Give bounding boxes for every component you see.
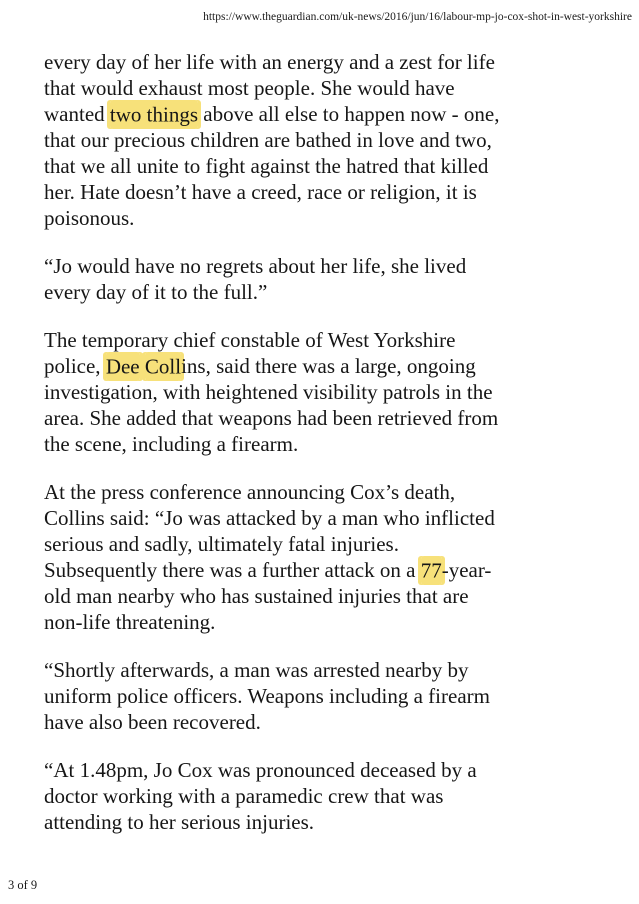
print-footer (8, 878, 37, 892)
text-segment: that our precious children are bathed in love and two, (44, 128, 492, 152)
text-line (44, 127, 604, 153)
text-segment: serious and sadly, ultimately fatal injuries. (44, 532, 399, 556)
highlighted-text: Dee (106, 352, 140, 381)
text-line (44, 279, 604, 305)
text-line (44, 531, 604, 557)
text-segment: non-life threatening. (44, 610, 216, 634)
text-segment: Subsequently there was a further attack on a (44, 558, 421, 582)
text-line (44, 757, 604, 783)
text-segment: that we all unite to fight against the hatred that killed (44, 154, 489, 178)
text-line (44, 505, 604, 531)
text-segment: “At 1.48pm, Jo Cox was pronounced deceased by a (44, 758, 477, 782)
text-line (44, 327, 604, 353)
paragraph-2 (44, 253, 604, 305)
paragraph-5 (44, 657, 604, 735)
text-line (44, 49, 604, 75)
text-segment: “Jo would have no regrets about her life, she lived (44, 254, 467, 278)
text-line (44, 683, 604, 709)
text-segment: every day of it to the full.” (44, 280, 268, 304)
paragraph-6 (44, 757, 604, 835)
text-line (44, 101, 604, 127)
text-line (44, 179, 604, 205)
text-segment: that would exhaust most people. She would have (44, 76, 455, 100)
text-line (44, 583, 604, 609)
text-segment: have also been recovered. (44, 710, 261, 734)
text-segment: poisonous. (44, 206, 135, 230)
print-header (203, 10, 632, 24)
text-segment: ins, said there was a large, ongoing (181, 354, 476, 378)
text-line (44, 379, 604, 405)
text-segment: -year- (441, 558, 492, 582)
source-url-text: https://www.theguardian.com/uk-news/2016/jun/16/labour-mp-jo-cox-shot-in-west-yorkshire (203, 11, 632, 23)
text-line (44, 405, 604, 431)
text-segment: At the press conference announcing Cox’s death, (44, 480, 456, 504)
text-segment: attending to her serious injuries. (44, 810, 315, 834)
text-line (44, 657, 604, 683)
text-line (44, 431, 604, 457)
text-line (44, 153, 604, 179)
text-segment: uniform police officers. Weapons including a firearm (44, 684, 490, 708)
paragraph-3 (44, 327, 604, 457)
text-line (44, 353, 604, 379)
text-segment: old man nearby who has sustained injuries that are (44, 584, 469, 608)
text-line (44, 479, 604, 505)
text-segment: The temporary chief constable of West Yorkshire (44, 328, 456, 352)
text-line (44, 75, 604, 101)
text-segment: doctor working with a paramedic crew that was (44, 784, 444, 808)
text-segment: “Shortly afterwards, a man was arrested nearby by (44, 658, 469, 682)
text-segment: every day of her life with an energy and a zest for life (44, 50, 495, 74)
highlighted-text: Coll (145, 352, 181, 381)
highlighted-text: 77 (421, 556, 442, 585)
text-segment: her. Hate doesn’t have a creed, race or religion, it is (44, 180, 477, 204)
text-segment: the scene, including a firearm. (44, 432, 299, 456)
text-segment: wanted (44, 102, 110, 126)
article-body (44, 49, 604, 857)
page-number-indicator: 3 of 9 (8, 878, 38, 892)
text-segment: police, (44, 354, 106, 378)
text-segment: Collins said: “Jo was attacked by a man who inflicted (44, 506, 495, 530)
text-line (44, 557, 604, 583)
text-line (44, 809, 604, 835)
text-line (44, 783, 604, 809)
text-segment: above all else to happen now - one, (198, 102, 500, 126)
text-line (44, 609, 604, 635)
paragraph-4 (44, 479, 604, 635)
text-line (44, 253, 604, 279)
text-segment: area. She added that weapons had been retrieved from (44, 406, 499, 430)
text-line (44, 709, 604, 735)
paragraph-1 (44, 49, 604, 231)
highlighted-text: two things (110, 100, 198, 129)
text-line (44, 205, 604, 231)
text-segment: investigation, with heightened visibility patrols in the (44, 380, 493, 404)
